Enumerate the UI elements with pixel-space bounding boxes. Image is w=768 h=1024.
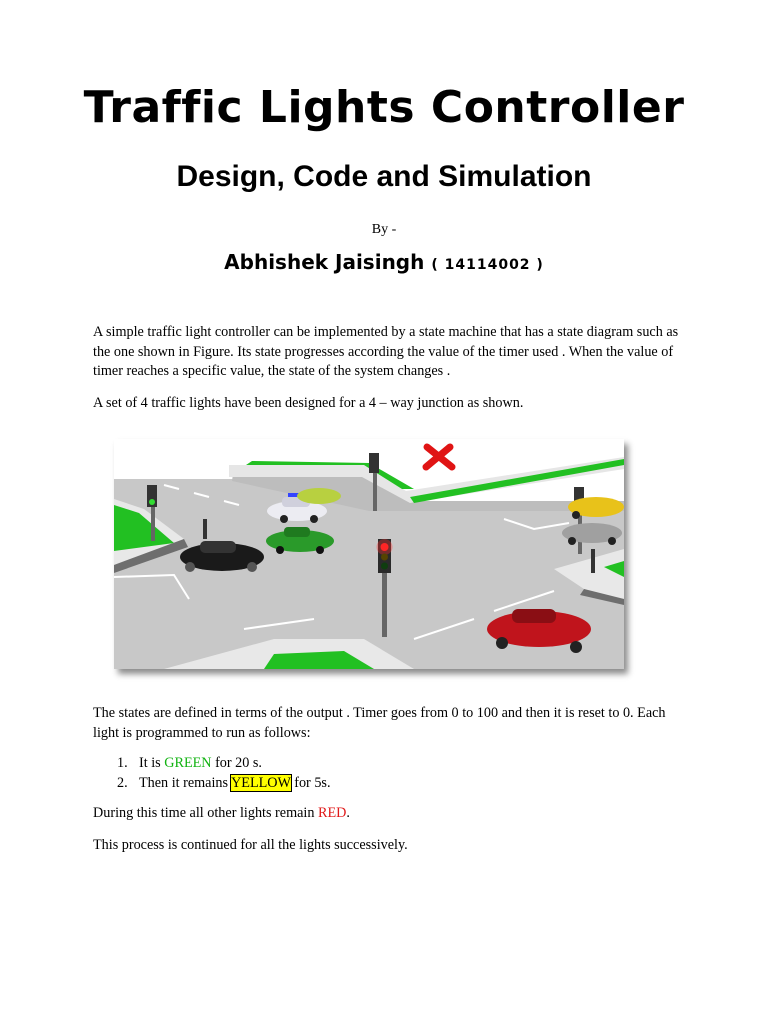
silver-car [562,523,622,545]
step-suffix: for 5s. [290,775,331,791]
step-item [93,773,683,793]
step-number: 2. [117,775,128,791]
step-suffix: for 20 s. [211,755,262,771]
steps-list [93,753,683,793]
author-name: Abhishek Jaisingh [224,250,425,274]
step-number: 1. [117,755,128,771]
green-label: GREEN [164,755,212,771]
others-paragraph [93,804,683,824]
pedestrian-left [203,519,207,539]
author-line [0,250,768,274]
byline: By - [371,222,397,237]
yellow-label: YELLOW [231,775,291,791]
closing-paragraph: This process is continued for all the lights successively. [93,837,408,853]
red-label: RED [318,805,347,821]
step-prefix: Then it remains [139,775,232,791]
pedestrian-right [591,549,595,573]
junction-illustration [114,439,624,669]
others-suffix: . [346,805,350,821]
yellow-green-car-back [297,488,341,504]
step-prefix: It is [139,755,165,771]
document-subtitle: Design, Code and Simulation [176,160,592,193]
states-paragraph: The states are defined in terms of the output . Timer goes from 0 to 100 and then it is reset to 0. Each light is programmed to run as follows: [93,705,666,741]
others-prefix: During this time all other lights remain [93,805,318,821]
author-roll-number: ( 14114002 ) [431,257,544,273]
intro-paragraph: A simple traffic light controller can be implemented by a state machine that has a state diagram such as the one shown in Figure. Its state progresses according the value of the timer used . When the value of timer reaches a specific value, the state of the system changes . [93,324,679,379]
document-title: Traffic Lights Controller [83,82,685,133]
step-item [93,753,683,773]
junction-paragraph: A set of 4 traffic lights have been designed for a 4 – way junction as shown. [93,395,524,411]
